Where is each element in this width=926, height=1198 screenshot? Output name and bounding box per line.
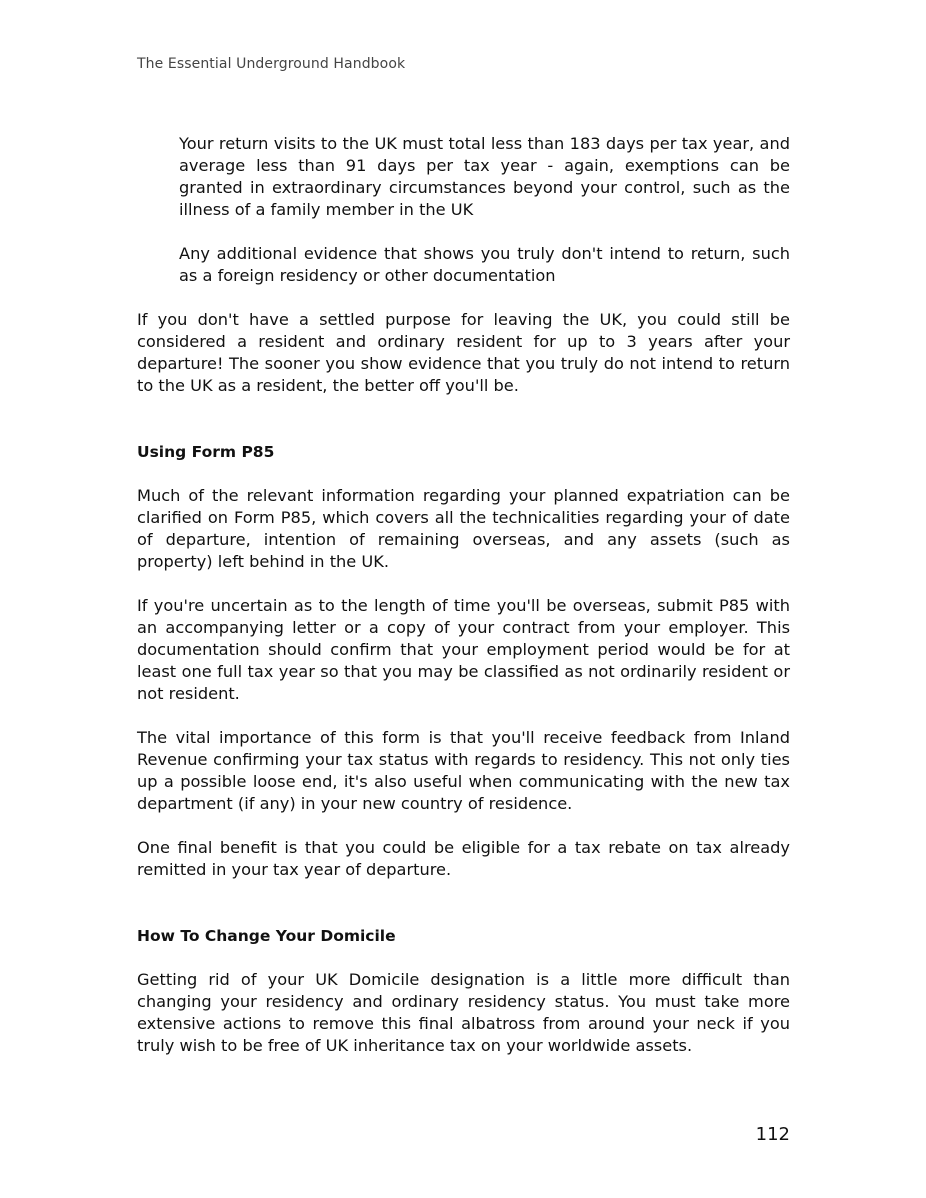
bullet-item-additional-evidence: Any additional evidence that shows you truly don't intend to return, such as a foreign residency or other documentation — [179, 244, 790, 285]
paragraph-p85-rebate: One final benefit is that you could be eligible for a tax rebate on tax already remitted in your tax year of departure. — [137, 838, 790, 879]
paragraph-settled-purpose: If you don't have a settled purpose for leaving the UK, you could still be considered a resident and ordinary resident for up to 3 years after your departure! The sooner you show evidence that you truly do not intend to return to the UK as a resident, the better off you'll be. — [137, 310, 790, 395]
paragraph-p85-importance: The vital importance of this form is that you'll receive feedback from Inland Revenue confirming your tax status with regards to residency. This not only ties up a possible loose end, it's also useful when communicating with the new tax department (if any) in your new country of residence. — [137, 728, 790, 813]
paragraph-p85-uncertain: If you're uncertain as to the length of time you'll be overseas, submit P85 with an accompanying letter or a copy of your contract from your employer. This documentation should confirm that your employment period would be for at least one full tax year so that you may be classified as not ordinarily resident or not resident. — [137, 596, 790, 703]
paragraph-p85-overview: Much of the relevant information regarding your planned expatriation can be clarified on Form P85, which covers all the technicalities regarding your of date of departure, intention of remaining overseas, and any assets (such as property) left behind in the UK. — [137, 486, 790, 571]
section-heading-form-p85: Using Form P85 — [137, 443, 275, 461]
paragraph-domicile: Getting rid of your UK Domicile designation is a little more difficult than changing your residency and ordinary residency status. You must take more extensive actions to remove this final albatross from around your neck if you truly wish to be free of UK inheritance tax on your worldwide assets. — [137, 970, 790, 1055]
running-header: The Essential Underground Handbook — [137, 56, 406, 72]
page-body — [137, 133, 790, 1079]
section-heading-change-domicile: How To Change Your Domicile — [137, 927, 396, 945]
bullet-item-return-visits: Your return visits to the UK must total less than 183 days per tax year, and average less than 91 days per tax year - again, exemptions can be granted in extraordinary circumstances beyond your control, such as the illness of a family member in the UK — [179, 134, 790, 219]
page-number: 112 — [755, 1124, 790, 1145]
